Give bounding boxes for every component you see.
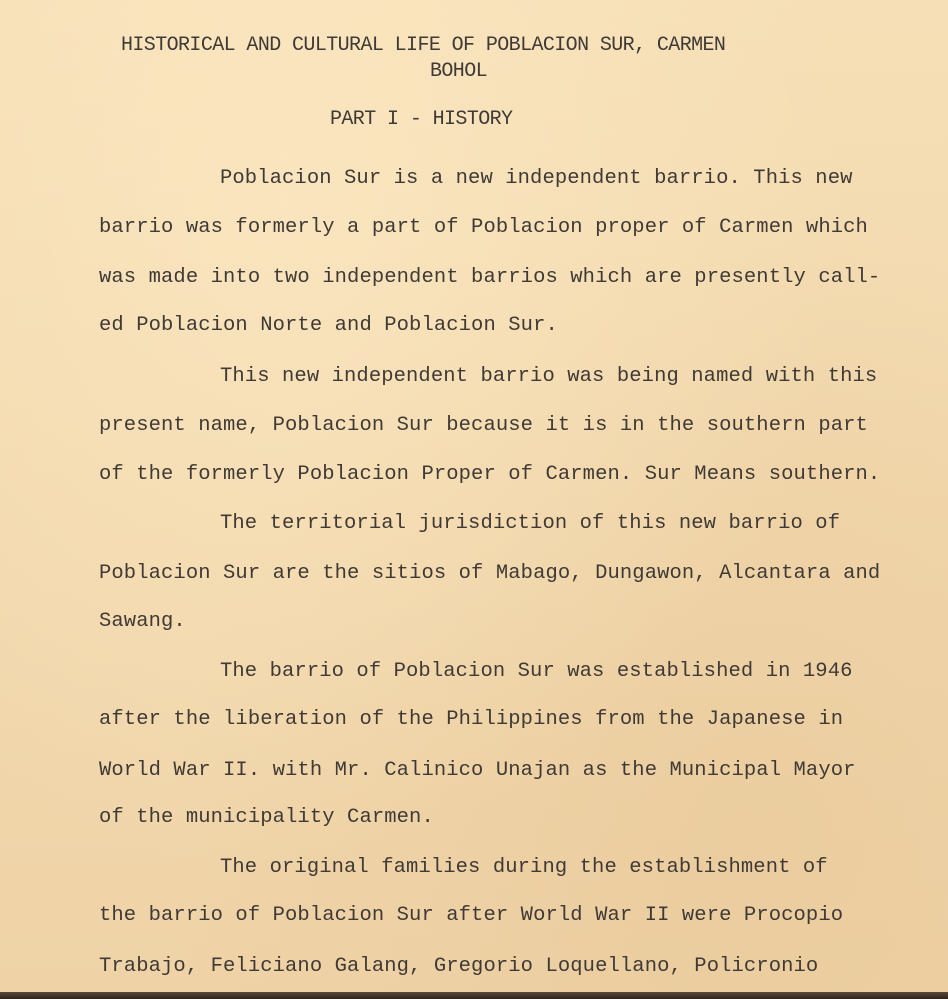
body-line: was made into two independent barrios which are presently call- bbox=[99, 266, 881, 289]
body-line: The territorial jurisdiction of this new barrio of bbox=[220, 512, 841, 535]
document-title: HISTORICAL AND CULTURAL LIFE OF POBLACION SUR, CARMEN bbox=[121, 34, 726, 57]
body-line: Poblacion Sur are the sitios of Mabago, Dungawon, Alcantara and bbox=[99, 562, 881, 585]
document-title-location: BOHOL bbox=[430, 60, 488, 83]
body-line: This new independent barrio was being named with this bbox=[220, 365, 878, 388]
body-line: present name, Poblacion Sur because it is in the southern part bbox=[99, 414, 868, 437]
part-heading: PART I - HISTORY bbox=[330, 108, 513, 131]
body-line: Poblacion Sur is a new independent barrio. This new bbox=[220, 167, 853, 190]
body-line: barrio was formerly a part of Poblacion proper of Carmen which bbox=[99, 216, 868, 239]
body-line: ed Poblacion Norte and Poblacion Sur. bbox=[99, 314, 558, 337]
body-line: Trabajo, Feliciano Galang, Gregorio Loquellano, Policronio bbox=[99, 955, 819, 978]
body-line: after the liberation of the Philippines from the Japanese in bbox=[99, 708, 844, 731]
body-line: The original families during the establishment of bbox=[220, 856, 828, 879]
body-line: the barrio of Poblacion Sur after World War II were Procopio bbox=[99, 904, 844, 927]
body-line: Sawang. bbox=[99, 610, 186, 633]
body-line: The barrio of Poblacion Sur was established in 1946 bbox=[220, 660, 853, 683]
body-line: World War II. with Mr. Calinico Unajan as the Municipal Mayor bbox=[99, 759, 856, 782]
page-bottom-edge bbox=[0, 992, 948, 999]
body-line: of the municipality Carmen. bbox=[99, 806, 434, 829]
body-line: of the formerly Poblacion Proper of Carmen. Sur Means southern. bbox=[99, 463, 881, 486]
